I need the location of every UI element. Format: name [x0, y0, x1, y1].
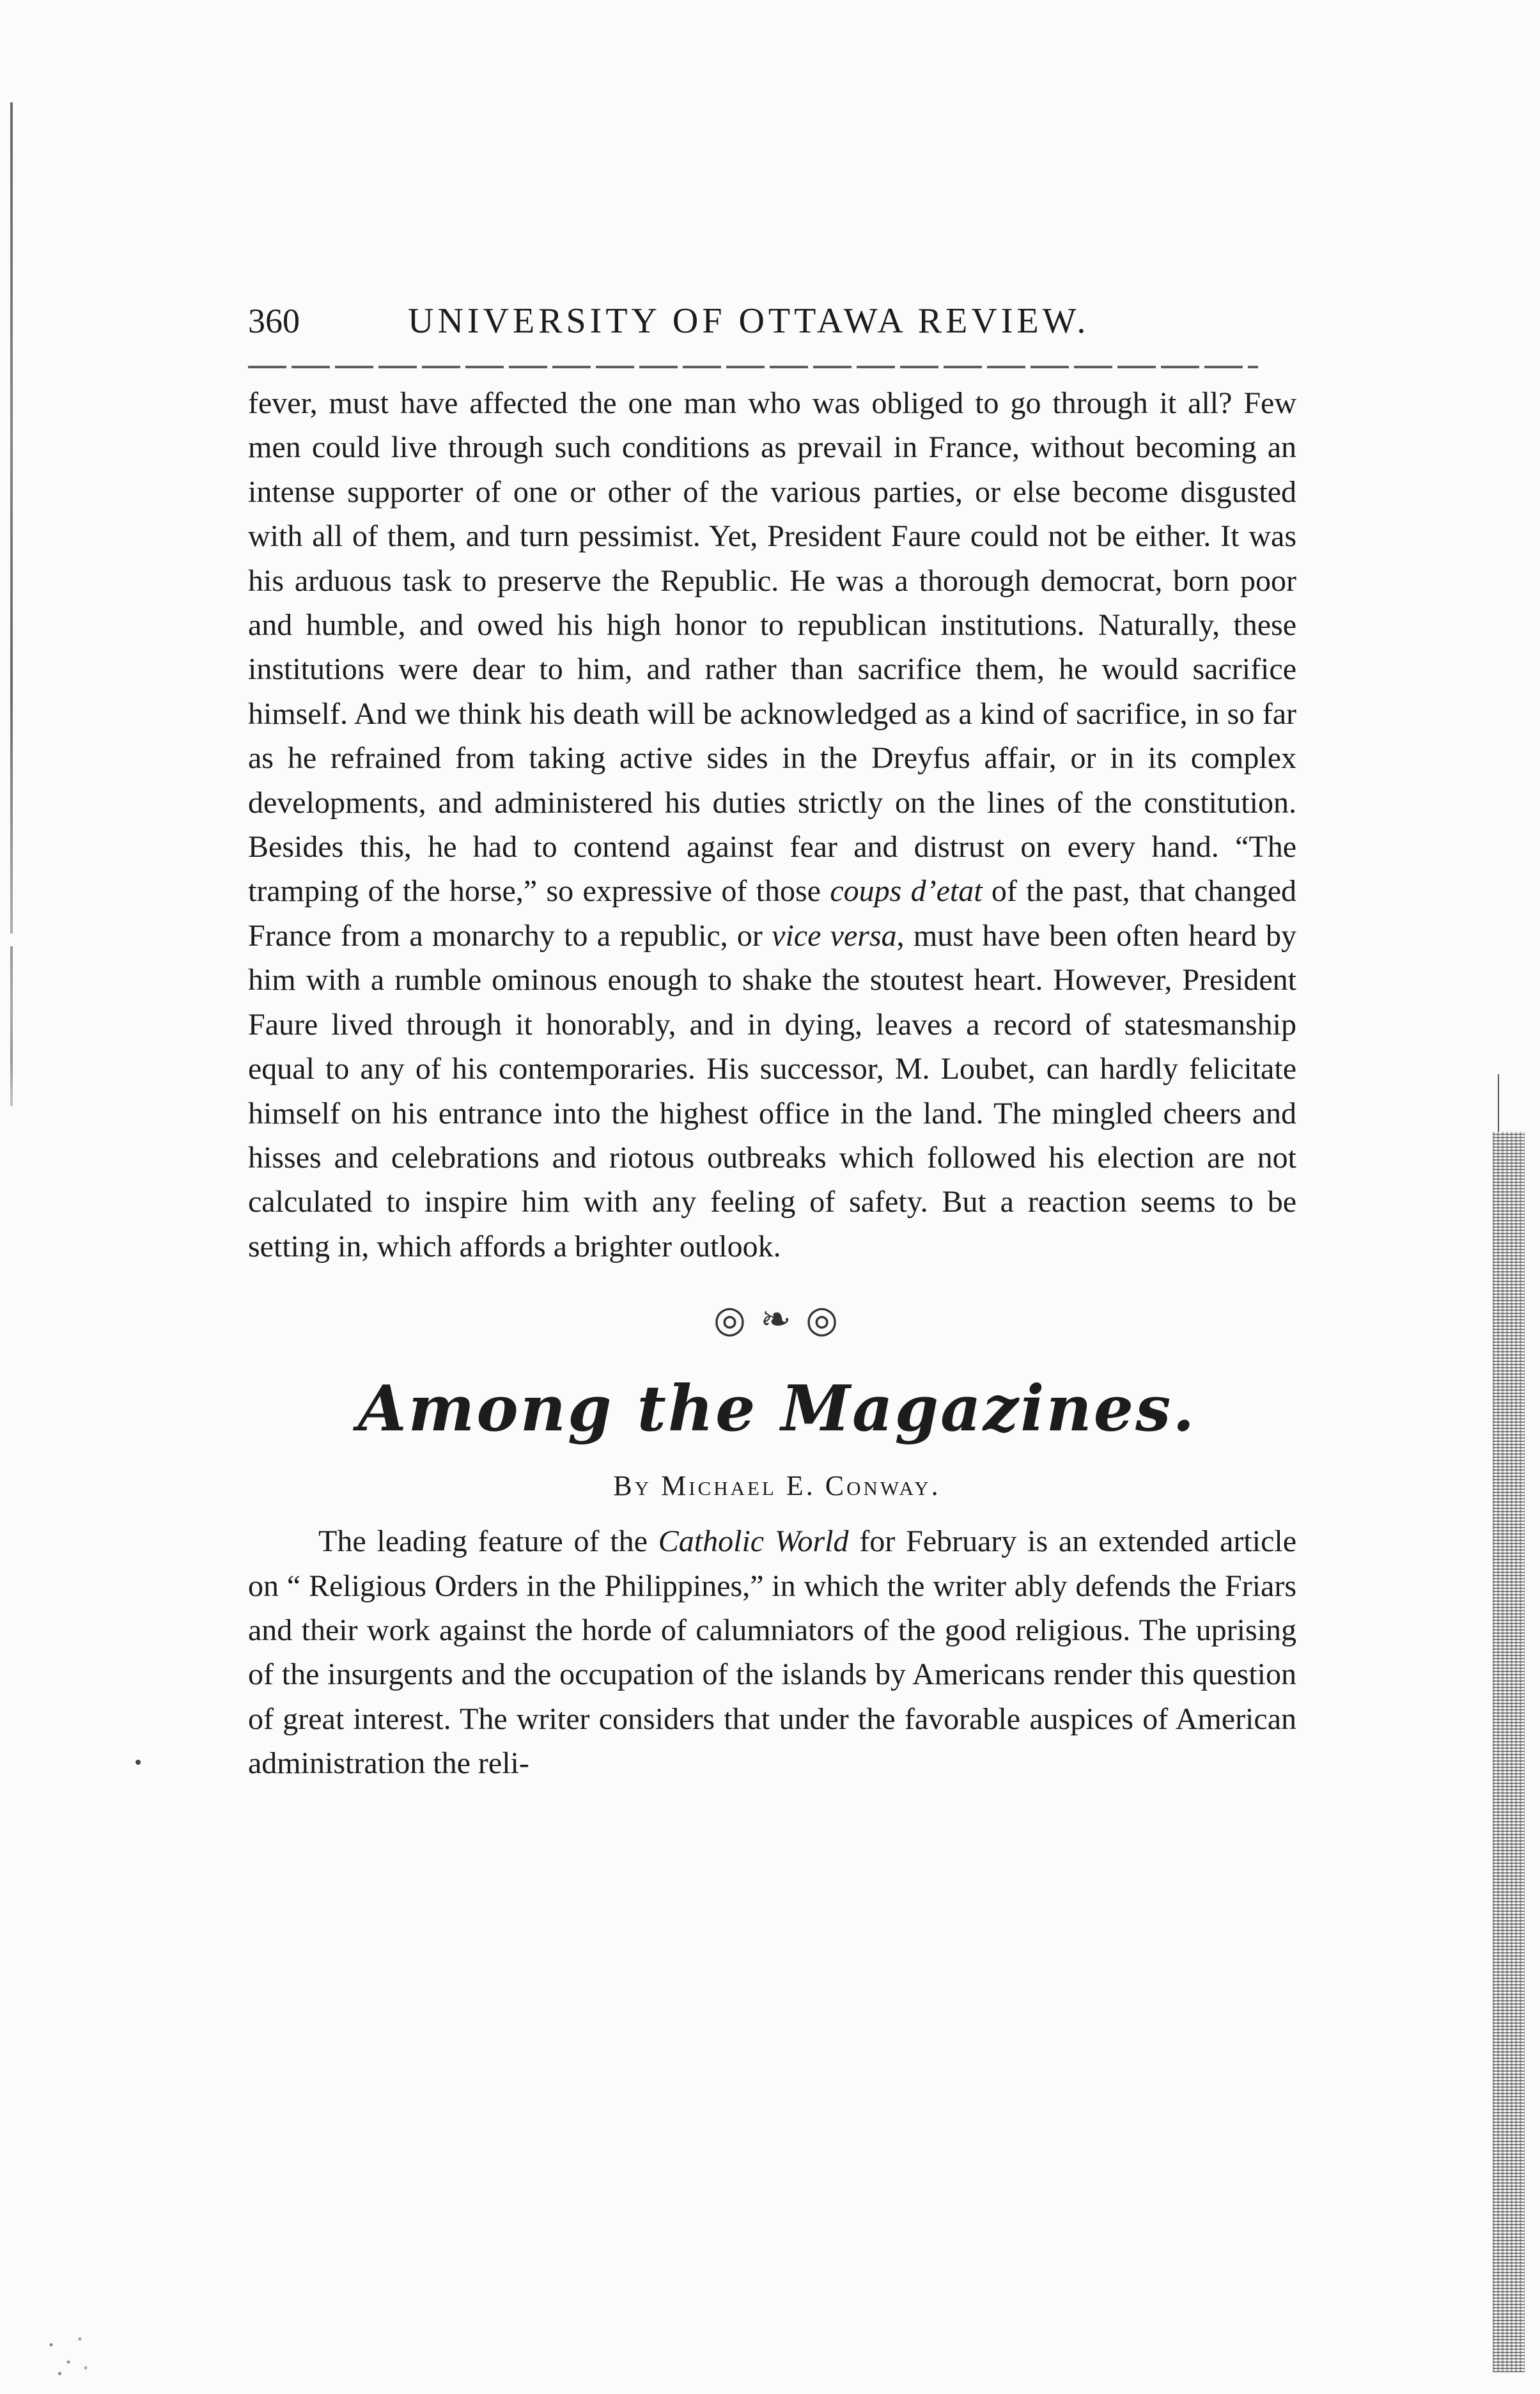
page-content [248, 301, 1306, 1786]
page-header [248, 301, 1306, 352]
scan-left-edge [10, 102, 13, 934]
scan-left-edge-lower [10, 946, 13, 1106]
header-rule [248, 366, 1258, 368]
paragraph-text-part: , must have been often heard by him with a rumble ominous enough to shake the stoutest heart. However, President Faure lived through it honorably, and in dying, leaves a record of statesmanship equal to any of his contemporaries. His successor, M. Loubet, can hardly felicitate himself on his entrance into the highest office in the land. The mingled cheers and hisses and celebrations and riotous outbreaks which followed his election are not calculated to inspire him with any feeling of safety. But a reaction seems to be setting in, which affords a brighter outlook. [248, 918, 1296, 1264]
page-number: 360 [248, 302, 300, 340]
running-title: UNIVERSITY OF OTTAWA REVIEW. [408, 301, 1090, 341]
scan-right-edge-texture [1493, 1132, 1525, 2372]
section-ornament: ◎ ❧ ◎ [713, 1299, 841, 1341]
italic-vice-versa: vice versa [772, 918, 897, 953]
scan-dot [136, 1760, 141, 1765]
paragraph-text-part: The leading feature of the [318, 1524, 648, 1559]
scan-specks [40, 2328, 97, 2385]
paragraph-text-part: fever, must have affected the one man who was obliged to go through it all? Few men could live through such conditions as prevail in France, without becoming an intense supporter of one or other of the various parties, or else become disgusted with all of them, and turn pessimist. Yet, President Faure could not be either. It was his arduous task to preserve the Republic. He was a thorough democrat, born poor and humble, and owed his high honor to republican institutions. Naturally, these institutions were dear to him, and rather than sacrifice them, he would sacrifice himself. And we think his death will be acknowledged as a kind of sacrifice, in so far as he refrained from taking active sides in the Dreyfus affair, or in its complex developments, and administered his duties strictly on the lines of the constitution. Besides this, he had to contend against fear and distrust on every hand. “The tramping of the horse,” so expressive of those [248, 386, 1296, 909]
paragraph-text-part: of the past, that changed France from a monarchy to a republic, or [248, 874, 1297, 953]
article-continued-paragraph [248, 381, 1296, 1269]
italic-coups-detat: coups d’etat [830, 874, 983, 909]
section-title: Among the Magazines. [357, 1372, 1197, 1446]
paragraph-text-part: for February is an extended article on “ Religious Orders in the Philippines,” in which the writer ably defends the Friars and their work against the horde of calumniators of the good religious. The uprising of the insurgents and the occupation of the islands by Americans render this question of great interest. The writer considers that under the favorable auspices of American administration the reli- [248, 1524, 1297, 1781]
italic-catholic-world: Catholic World [658, 1524, 849, 1559]
byline: By Michael E. Conway. [613, 1470, 941, 1502]
scan-right-edge-line [1498, 1074, 1499, 1132]
magazines-paragraph [248, 1519, 1296, 1785]
